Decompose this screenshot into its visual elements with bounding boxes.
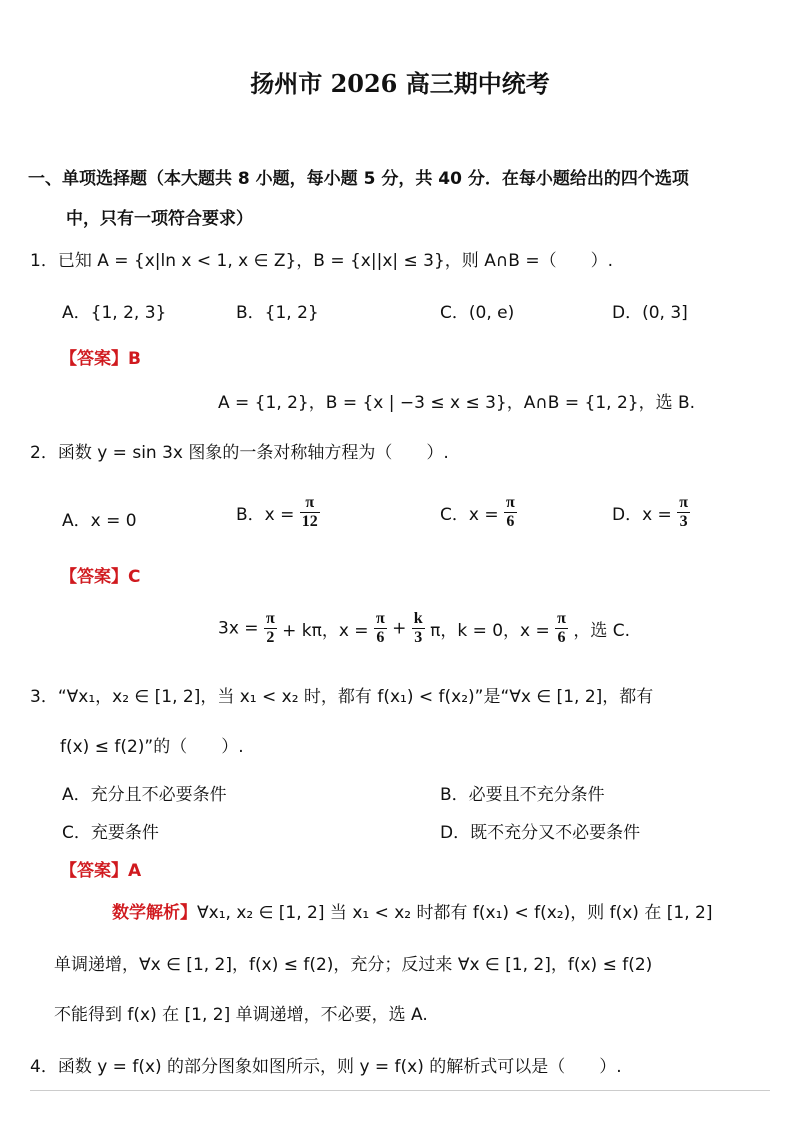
question-2-option-d-label: D．x =: [612, 505, 672, 525]
solution-text: ，选 C.: [573, 621, 631, 641]
question-2-solution: [218, 610, 630, 647]
question-2-option-d: [612, 494, 690, 531]
analysis-label: 数学解析】: [112, 903, 197, 923]
fraction-denominator: 6: [506, 513, 515, 530]
solution-text: 3x =: [218, 618, 259, 639]
fraction-denominator: 6: [376, 629, 385, 646]
question-2-stem: 2．函数 y = sin 3x 图象的一条对称轴方程为（ ）.: [30, 443, 449, 463]
question-3-option-d: D．既不充分又不必要条件: [440, 823, 641, 843]
question-2-option-d-fraction: [677, 494, 690, 531]
question-2-option-c-fraction: [504, 494, 517, 531]
question-1-option-b: B．{1, 2}: [236, 303, 319, 323]
fraction-numerator: π: [265, 610, 275, 627]
fraction-denominator: 2: [266, 629, 275, 646]
question-3-analysis-line1: [112, 898, 712, 923]
fraction-numerator: k: [413, 610, 423, 627]
question-3-answer: 【答案】A: [60, 861, 142, 881]
question-3-option-b: B．必要且不充分条件: [440, 785, 605, 805]
solution-text: + kπ，x =: [282, 621, 369, 641]
question-1-option-d: D．(0, 3]: [612, 303, 688, 323]
solution-fraction: [412, 610, 425, 647]
question-3-analysis-line2: 单调递增，∀x ∈ [1, 2]，f(x) ≤ f(2)，充分；反过来 ∀x ∈ [1, 2]，f(x) ≤ f(2): [54, 955, 653, 975]
question-1-answer: 【答案】B: [60, 349, 141, 369]
fraction-numerator: π: [506, 494, 515, 511]
question-1-option-c: C．(0, e): [440, 303, 515, 323]
question-2-option-a: A．x = 0: [62, 511, 137, 531]
fraction-numerator: π: [375, 610, 385, 627]
question-4-stem: 4．函数 y = f(x) 的部分图象如图所示，则 y = f(x) 的解析式可以是（ ）.: [30, 1057, 622, 1077]
solution-fraction: [374, 610, 387, 647]
question-2-option-b: [236, 494, 320, 531]
solution-text: +: [392, 618, 407, 639]
question-3-stem-line2: f(x) ≤ f(2)”的（ ）.: [60, 737, 244, 757]
question-3-option-a: A．充分且不必要条件: [62, 785, 227, 805]
fraction-denominator: 3: [679, 513, 688, 530]
section-heading-line1: 一、单项选择题（本大题共 8 小题，每小题 5 分，共 40 分．在每小题给出的四个选项: [28, 169, 689, 189]
fraction-numerator: π: [557, 610, 566, 627]
question-2-option-c-label: C．x =: [440, 505, 499, 525]
page-title: 扬州市 2026 高三期中统考: [250, 69, 550, 98]
fraction-numerator: π: [679, 494, 688, 511]
fraction-denominator: 12: [301, 513, 318, 530]
fraction-denominator: 3: [414, 629, 423, 646]
solution-text: π，k = 0，x =: [430, 621, 550, 641]
question-1-stem: 1．已知 A = {x|ln x < 1, x ∈ Z}，B = {x||x| ≤ 3}，则 A∩B =（ ）.: [30, 251, 613, 271]
question-3-stem-line1: 3．“∀x₁，x₂ ∈ [1, 2]，当 x₁ < x₂ 时，都有 f(x₁) < f(x₂)”是“∀x ∈ [1, 2]，都有: [30, 687, 654, 707]
question-2-option-b-fraction: [300, 494, 320, 531]
solution-fraction: [555, 610, 568, 647]
question-2-answer: 【答案】C: [60, 567, 141, 587]
question-2-option-b-label: B．x =: [236, 505, 295, 525]
solution-fraction: [264, 610, 277, 647]
question-3-analysis-line3: 不能得到 f(x) 在 [1, 2] 单调递增，不必要，选 A.: [54, 1005, 428, 1025]
question-3-option-c: C．充要条件: [62, 823, 159, 843]
question-2-option-c: [440, 494, 517, 531]
section-heading-line2: 中，只有一项符合要求）: [66, 209, 253, 229]
question-1-solution: A = {1, 2}，B = {x | −3 ≤ x ≤ 3}，A∩B = {1, 2}，选 B.: [218, 393, 696, 413]
question-1-option-a: A．{1, 2, 3}: [62, 303, 167, 323]
analysis-text: ∀x₁, x₂ ∈ [1, 2] 当 x₁ < x₂ 时都有 f(x₁) < f(x₂)，则 f(x) 在 [1, 2]: [197, 903, 713, 923]
fraction-numerator: π: [300, 494, 320, 513]
bottom-divider: [30, 1090, 770, 1091]
fraction-denominator: 6: [557, 629, 566, 646]
